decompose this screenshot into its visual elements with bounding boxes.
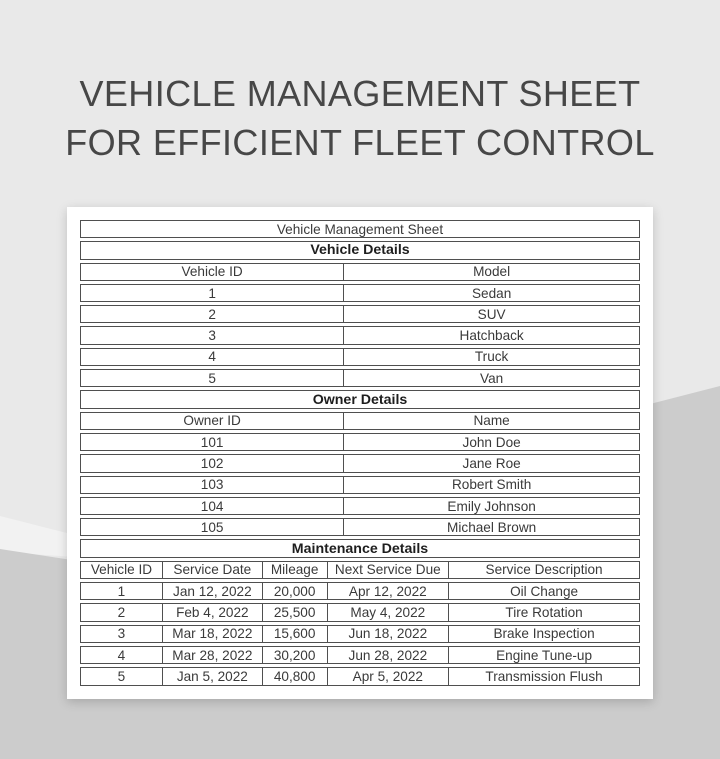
table-row	[80, 454, 640, 472]
table-row	[80, 646, 640, 664]
section-header-row	[80, 390, 640, 408]
table-cell: 1	[208, 285, 216, 301]
column-header-cell: Service Date	[162, 562, 262, 578]
table-row	[80, 348, 640, 366]
table-cell: Hatchback	[343, 327, 639, 343]
table-row	[80, 667, 640, 685]
table-cell: 3	[208, 328, 216, 344]
table-cell: 1	[117, 583, 126, 599]
table-cell: Brake Inspection	[448, 626, 639, 642]
section-maintenance-details	[80, 539, 640, 685]
table-cell: 15,600	[262, 626, 327, 642]
table-cell: 2	[117, 604, 126, 620]
column-header-cell: Next Service Due	[327, 562, 449, 578]
section-owner-details	[80, 390, 640, 536]
table-cell: 5	[208, 370, 216, 386]
table-cell: 104	[200, 498, 224, 514]
table-cell: Van	[343, 370, 639, 386]
vehicle-details-column-headers	[80, 263, 640, 281]
table-cell: 40,800	[262, 668, 327, 684]
table-row	[80, 476, 640, 494]
owner-details-rows	[80, 433, 640, 536]
page-title-line2: FOR EFFICIENT FLEET CONTROL	[65, 122, 655, 163]
maintenance-details-column-headers	[80, 561, 640, 579]
table-cell: 103	[200, 477, 224, 493]
vehicle-management-table	[80, 220, 640, 686]
sheet-card	[67, 207, 653, 699]
table-cell: 2	[208, 306, 216, 322]
table-cell: 30,200	[262, 647, 327, 663]
table-row	[80, 412, 640, 430]
table-cell: Jan 12, 2022	[162, 583, 262, 599]
table-cell: Jane Roe	[343, 455, 639, 471]
page-title-line1: VEHICLE MANAGEMENT SHEET	[79, 73, 641, 114]
column-header-cell: Vehicle ID	[181, 264, 243, 280]
table-row	[80, 518, 640, 536]
table-cell: Jan 5, 2022	[162, 668, 262, 684]
column-header-cell: Owner ID	[183, 413, 241, 429]
table-row	[80, 497, 640, 515]
table-cell: Jun 28, 2022	[327, 647, 449, 663]
table-cell: Emily Johnson	[343, 498, 639, 514]
sheet-title-row	[80, 220, 640, 238]
table-row	[80, 284, 640, 302]
table-cell: Jun 18, 2022	[327, 626, 449, 642]
section-vehicle-details	[80, 241, 640, 387]
column-header-cell: Vehicle ID	[90, 562, 153, 578]
section-header-cell: Owner Details	[312, 391, 408, 408]
table-row	[80, 561, 640, 579]
table-cell: Tire Rotation	[448, 604, 639, 620]
table-cell: 25,500	[262, 604, 327, 620]
table-row	[80, 369, 640, 387]
column-header-cell: Mileage	[262, 562, 327, 578]
table-cell: Transmission Flush	[448, 668, 639, 684]
table-cell: May 4, 2022	[327, 604, 449, 620]
table-cell: Mar 18, 2022	[162, 626, 262, 642]
table-cell: SUV	[343, 306, 639, 322]
section-header-cell: Maintenance Details	[291, 540, 429, 557]
table-row	[80, 625, 640, 643]
table-cell: Apr 5, 2022	[327, 668, 449, 684]
table-cell: Feb 4, 2022	[162, 604, 262, 620]
table-cell: 5	[117, 668, 126, 684]
vehicle-details-rows	[80, 284, 640, 387]
table-cell: Oil Change	[448, 583, 639, 599]
table-cell: Apr 12, 2022	[327, 583, 449, 599]
owner-details-column-headers	[80, 412, 640, 430]
table-cell: 4	[208, 349, 216, 365]
table-cell: John Doe	[343, 434, 639, 450]
table-cell: Sedan	[343, 285, 639, 301]
table-cell: Mar 28, 2022	[162, 647, 262, 663]
table-cell: 101	[200, 434, 224, 450]
column-header-cell: Name	[343, 413, 639, 429]
table-cell: Robert Smith	[343, 477, 639, 493]
table-cell: 3	[117, 626, 126, 642]
table-cell: Truck	[343, 349, 639, 365]
page-title	[0, 69, 720, 167]
section-header-row	[80, 539, 640, 557]
table-cell: 20,000	[262, 583, 327, 599]
table-row	[80, 305, 640, 323]
section-header-cell: Vehicle Details	[310, 242, 410, 259]
table-cell: Michael Brown	[343, 519, 639, 535]
table-cell: 4	[117, 647, 126, 663]
table-row	[80, 433, 640, 451]
sheet-title-cell: Vehicle Management Sheet	[276, 221, 444, 237]
table-row	[80, 582, 640, 600]
table-row	[80, 603, 640, 621]
section-header-row	[80, 241, 640, 259]
table-row	[80, 263, 640, 281]
column-header-cell: Service Description	[448, 562, 639, 578]
table-cell: Engine Tune-up	[448, 647, 639, 663]
column-header-cell: Model	[343, 264, 639, 280]
table-cell: 105	[200, 519, 224, 535]
table-row	[80, 326, 640, 344]
table-cell: 102	[200, 455, 224, 471]
maintenance-details-rows	[80, 582, 640, 685]
